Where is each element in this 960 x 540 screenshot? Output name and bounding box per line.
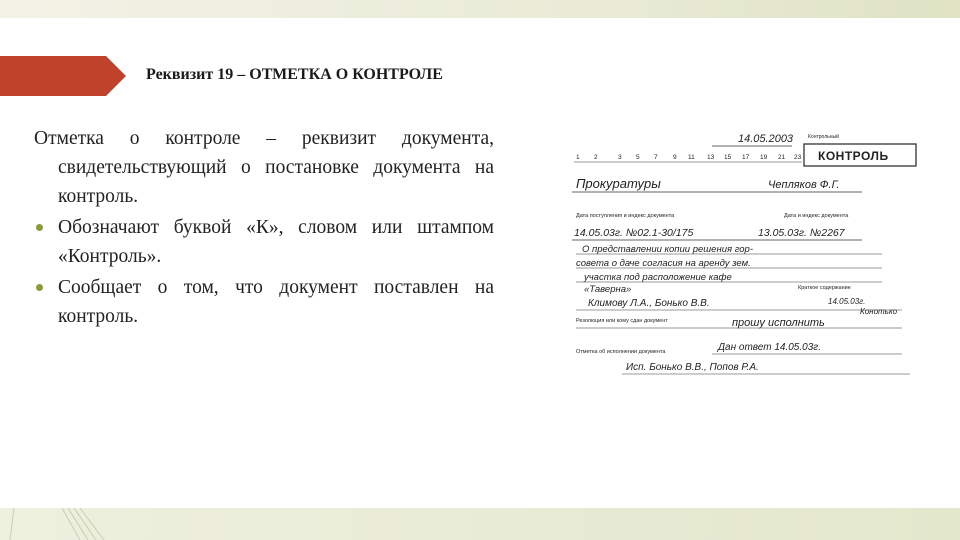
- definition-paragraph: Отметка о контроле – реквизит документа, свидетельствующий о постановке документа на контроль.: [34, 128, 494, 207]
- form-executor-sign: Конотько: [860, 307, 898, 316]
- form-doc-date-value: 13.05.03г. №2267: [758, 227, 845, 239]
- form-number: 15: [724, 154, 732, 161]
- top-decor-band: [0, 0, 960, 18]
- bullet-item: [34, 273, 494, 331]
- form-summary-label: Краткое содержание: [798, 285, 851, 291]
- form-number: 9: [673, 154, 677, 161]
- form-number: 5: [636, 154, 640, 161]
- bullet-item: [34, 213, 494, 271]
- form-control-label: Контрольный: [808, 134, 839, 140]
- form-number: 13: [707, 154, 715, 161]
- form-summary-line: совета о даче согласия на аренду зем.: [576, 258, 751, 269]
- form-completion-value: Дан ответ 14.05.03г.: [718, 342, 821, 353]
- form-from-name: Чепляков Ф.Г.: [768, 179, 840, 191]
- form-number: 11: [688, 154, 695, 161]
- form-resolution-value: прошу исполнить: [732, 317, 825, 329]
- form-received-label: Дата поступления и индекс документа: [576, 213, 675, 219]
- form-summary: [576, 244, 753, 295]
- bullet-text: Обозначают буквой «К», словом или штампом «Контроль».: [58, 217, 494, 267]
- form-doc-date-label: Дата и индекс документа: [784, 213, 849, 219]
- form-summary-line: участка под расположение кафе: [584, 272, 732, 283]
- form-number: 1: [576, 154, 580, 161]
- form-number: 7: [654, 154, 658, 161]
- bottom-decor-band: [0, 508, 960, 540]
- control-card-image: [562, 124, 922, 376]
- form-resolution-label: Резолюция или кому сдан документ: [576, 318, 668, 324]
- form-completion-value-2: Исп. Бонько В.В., Попов Р.А.: [626, 362, 759, 373]
- title-arrow-marker: [0, 56, 126, 96]
- form-number: 21: [778, 154, 786, 161]
- form-received-value: 14.05.03г. №02.1-30/175: [574, 227, 694, 239]
- control-stamp-text: КОНТРОЛЬ: [818, 149, 889, 163]
- form-summary-line: «Таверна»: [584, 284, 632, 295]
- form-completion-label: Отметка об исполнении документа: [576, 349, 666, 355]
- form-date-top: 14.05.2003: [738, 133, 794, 145]
- form-from-line: Прокуратуры: [576, 176, 661, 191]
- bullet-icon: [36, 284, 43, 291]
- bullet-text: Сообщает о том, что документ поставлен на контроль.: [58, 277, 494, 327]
- form-number: 2: [594, 154, 598, 161]
- form-summary-line: О представлении копии решения гор-: [582, 244, 753, 255]
- form-executor-date: 14.05.03г.: [828, 297, 866, 306]
- form-number: 19: [760, 154, 768, 161]
- form-number: 23: [794, 154, 802, 161]
- slide-title: Реквизит 19 – ОТМЕТКА О КОНТРОЛЕ: [146, 66, 443, 83]
- slide-body: [34, 124, 494, 331]
- form-number: 3: [618, 154, 622, 161]
- bullet-icon: [36, 224, 43, 231]
- form-number-row: [576, 154, 802, 161]
- form-executor-line: Климову Л.А., Бонько В.В.: [588, 298, 710, 309]
- form-number: 17: [742, 154, 750, 161]
